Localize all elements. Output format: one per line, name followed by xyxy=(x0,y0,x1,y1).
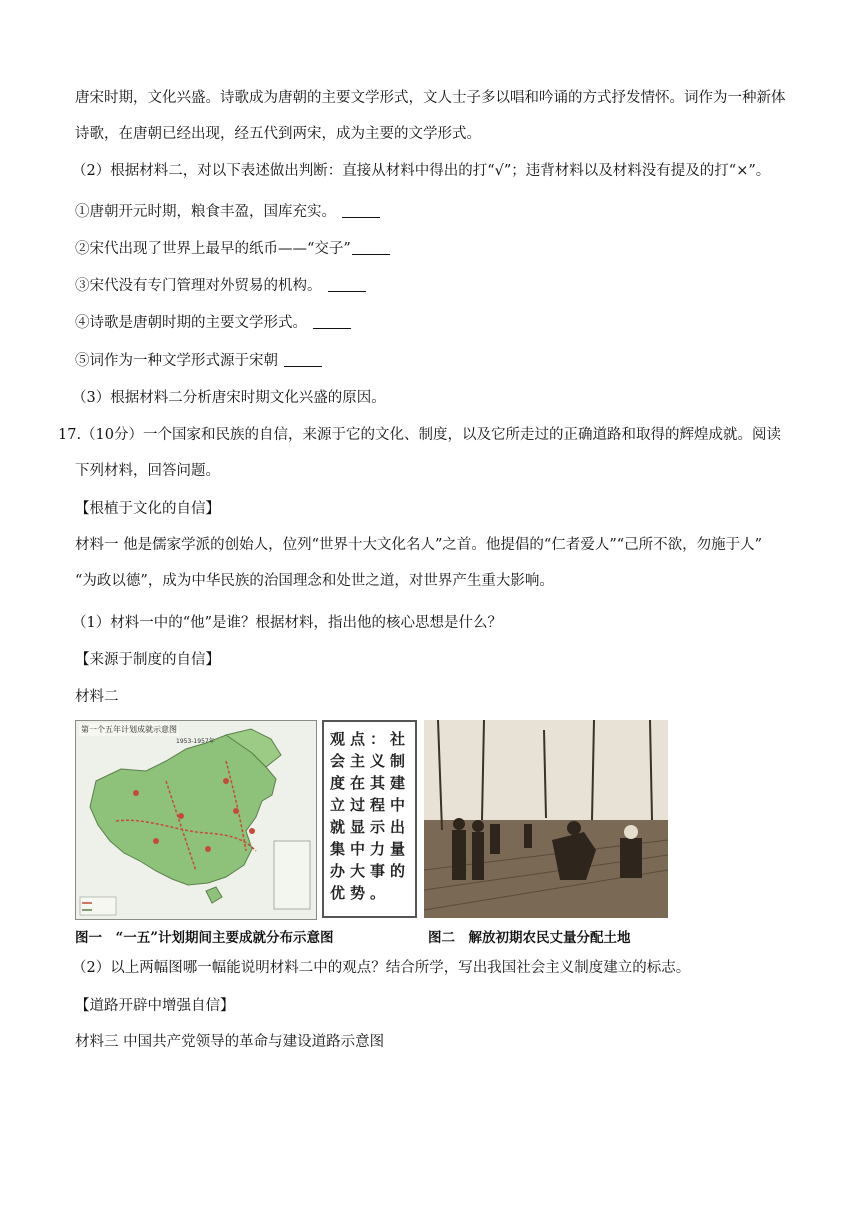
material-1: 材料一 他是儒家学派的创始人，位列“世界十大文化名人”之首。他提倡的“仁者爱人”“己所不欲，勿施于人” xyxy=(75,537,763,553)
question-2: （2）根据材料二，对以下表述做出判断：直接从材料中得出的打“√”；违背材料以及材料没有提及的打“×”。 xyxy=(72,163,771,179)
statement-4: ④诗歌是唐朝时期的主要文学形式。 xyxy=(75,313,351,333)
sub-question-1: （1）材料一中的“他”是谁？根据材料，指出他的核心思想是什么？ xyxy=(72,615,503,631)
china-map-image xyxy=(75,720,317,920)
map-title: 第一个五年计划成就示意图 xyxy=(81,725,177,734)
map-years: 1953-1957年 xyxy=(176,738,215,745)
figure-1-caption: 图一 “一五”计划期间主要成就分布示意图 xyxy=(75,930,334,946)
china-map-graphic xyxy=(76,721,316,919)
statement-3: ③宋代没有专门管理对外贸易的机构。 xyxy=(75,276,366,296)
answer-blank[interactable] xyxy=(328,277,366,292)
answer-blank[interactable] xyxy=(342,203,380,218)
statement-2: ②宋代出现了世界上最早的纸币——“交子” xyxy=(75,239,390,259)
question-17: 17.（10分）一个国家和民族的自信，来源于它的文化、制度，以及它所走过的正确道路和取得的辉煌成就。阅读 xyxy=(58,427,782,443)
viewpoint-text: 观点：社会主义制度在其建立过程中就显示出集中力量办大事的优势。 xyxy=(330,730,411,902)
section-heading: 【根植于文化的自信】 xyxy=(75,501,220,517)
answer-blank[interactable] xyxy=(284,352,322,367)
question-17-cont: 下列材料，回答问题。 xyxy=(75,463,220,479)
farmers-photo-image xyxy=(424,720,668,918)
question-3: （3）根据材料二分析唐宋时期文化兴盛的原因。 xyxy=(72,390,386,406)
answer-blank[interactable] xyxy=(313,314,351,329)
figure-2-caption: 图二 解放初期农民丈量分配土地 xyxy=(428,930,631,946)
viewpoint-box xyxy=(322,720,417,918)
statement-1: ①唐朝开元时期，粮食丰盈，国库充实。 xyxy=(75,202,380,222)
answer-blank[interactable] xyxy=(352,240,390,255)
farmers-photo-graphic xyxy=(424,720,668,918)
material-1-cont: “为政以德”，成为中华民族的治国理念和处世之道，对世界产生重大影响。 xyxy=(75,573,554,589)
section-heading: 【来源于制度的自信】 xyxy=(75,652,220,668)
section-heading: 【道路开辟中增强自信】 xyxy=(75,998,235,1014)
sub-question-2: （2）以上两幅图哪一幅能说明材料二中的观点？结合所学，写出我国社会主义制度建立的标志。 xyxy=(72,960,691,976)
material-2-label: 材料二 xyxy=(75,689,119,705)
paragraph-line: 唐宋时期，文化兴盛。诗歌成为唐朝的主要文学形式，文人士子多以唱和吟诵的方式抒发情怀。词作为一种新体 xyxy=(75,90,786,106)
paragraph-line: 诗歌，在唐朝已经出现，经五代到两宋，成为主要的文学形式。 xyxy=(75,126,481,142)
statement-5: ⑤词作为一种文学形式源于宋朝 xyxy=(75,351,322,371)
material-3-label: 材料三 中国共产党领导的革命与建设道路示意图 xyxy=(75,1034,385,1050)
